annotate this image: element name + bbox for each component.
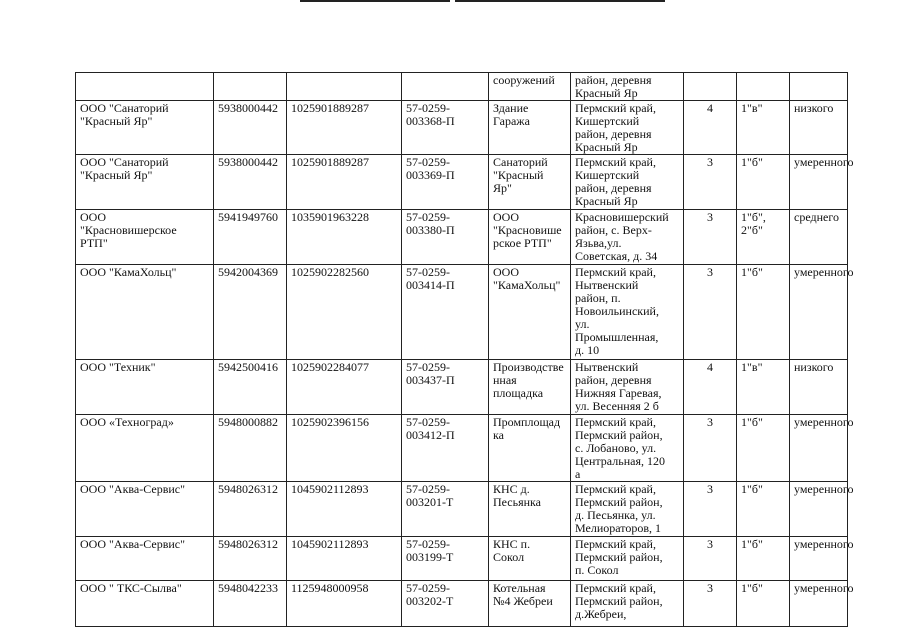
cell-object-name: Санаторий "Красный Яр" [489, 155, 571, 210]
cell-inn: 5948042233 [214, 581, 287, 627]
cell-organization: ООО "Санаторий "Красный Яр" [76, 155, 214, 210]
cell-address: район, деревня Красный Яр [571, 73, 684, 101]
cell-address: Пермский край, Пермский район, д.Жебреи, [571, 581, 684, 627]
cell-registration-number: 57-0259- 003412-П [402, 415, 489, 482]
cell-inn: 5938000442 [214, 155, 287, 210]
cell-category: 1"б" [737, 415, 790, 482]
cell-category: 1"в" [737, 360, 790, 415]
cell-registration-number: 57-0259- 003414-П [402, 265, 489, 360]
cell-organization: ООО " ТКС-Сылва" [76, 581, 214, 627]
cell-organization: ООО «Техноград» [76, 415, 214, 482]
cell-address: Красновишерский район, с. Верх- Язьва,ул. Советская, д. 34 [571, 210, 684, 265]
cell-risk-level: умеренного [790, 415, 848, 482]
cell-organization: ООО "Аква-Сервис" [76, 537, 214, 581]
cell-hazard-class: 3 [684, 210, 737, 265]
table-row [76, 101, 848, 155]
scan-edge-line [455, 0, 665, 2]
cell-ogrn [287, 73, 402, 101]
cell-category [737, 73, 790, 101]
cell-hazard-class: 4 [684, 360, 737, 415]
cell-address: Пермский край, Пермский район, с. Лобаново, ул. Центральная, 120 а [571, 415, 684, 482]
cell-address: Пермский край, Нытвенский район, п. Новоильинский, ул. Промышленная, д. 10 [571, 265, 684, 360]
cell-registration-number [402, 73, 489, 101]
cell-risk-level: среднего [790, 210, 848, 265]
cell-object-name: КНС д. Песьянка [489, 482, 571, 537]
table-row [76, 537, 848, 581]
cell-address: Пермский край, Пермский район, п. Сокол [571, 537, 684, 581]
cell-ogrn: 1045902112893 [287, 537, 402, 581]
cell-risk-level: низкого [790, 360, 848, 415]
cell-hazard-class: 3 [684, 415, 737, 482]
cell-registration-number: 57-0259- 003380-П [402, 210, 489, 265]
cell-object-name: сооружений [489, 73, 571, 101]
cell-address: Пермский край, Кишертский район, деревня Красный Яр [571, 155, 684, 210]
cell-category: 1"б", 2"б" [737, 210, 790, 265]
cell-ogrn: 1025902282560 [287, 265, 402, 360]
cell-object-name: ООО "КамаХольц" [489, 265, 571, 360]
cell-inn: 5948026312 [214, 537, 287, 581]
cell-risk-level: умеренного [790, 155, 848, 210]
cell-object-name: Здание Гаража [489, 101, 571, 155]
cell-category: 1"б" [737, 155, 790, 210]
cell-category: 1"б" [737, 581, 790, 627]
cell-inn: 5948000882 [214, 415, 287, 482]
cell-ogrn: 1045902112893 [287, 482, 402, 537]
cell-risk-level: низкого [790, 101, 848, 155]
cell-inn: 5948026312 [214, 482, 287, 537]
table-row [76, 482, 848, 537]
cell-risk-level: умеренного [790, 482, 848, 537]
cell-organization: ООО "Аква-Сервис" [76, 482, 214, 537]
cell-risk-level [790, 73, 848, 101]
cell-organization [76, 73, 214, 101]
cell-organization: ООО "Красновишерское РТП" [76, 210, 214, 265]
cell-ogrn: 1025901889287 [287, 155, 402, 210]
cell-object-name: КНС п. Сокол [489, 537, 571, 581]
table-row [76, 360, 848, 415]
cell-category: 1"в" [737, 101, 790, 155]
cell-ogrn: 1125948000958 [287, 581, 402, 627]
cell-organization: ООО "Санаторий "Красный Яр" [76, 101, 214, 155]
table-row [76, 415, 848, 482]
cell-object-name: Промплощад ка [489, 415, 571, 482]
cell-registration-number: 57-0259- 003201-Т [402, 482, 489, 537]
cell-address: Нытвенский район, деревня Нижняя Гаревая, ул. Весенняя 2 б [571, 360, 684, 415]
cell-ogrn: 1025901889287 [287, 101, 402, 155]
scan-edge-line [300, 0, 450, 2]
cell-registration-number: 57-0259- 003437-П [402, 360, 489, 415]
cell-hazard-class: 3 [684, 581, 737, 627]
cell-hazard-class: 3 [684, 482, 737, 537]
cell-hazard-class: 3 [684, 265, 737, 360]
cell-registration-number: 57-0259- 003202-Т [402, 581, 489, 627]
cell-category: 1"б" [737, 537, 790, 581]
registry-table [75, 72, 854, 627]
cell-risk-level: умеренного [790, 537, 848, 581]
cell-hazard-class: 4 [684, 101, 737, 155]
cell-address: Пермский край, Пермский район, д. Песьянка, ул. Мелиораторов, 1 [571, 482, 684, 537]
cell-hazard-class: 3 [684, 155, 737, 210]
cell-hazard-class: 3 [684, 537, 737, 581]
cell-registration-number: 57-0259- 003368-П [402, 101, 489, 155]
cell-address: Пермский край, Кишертский район, деревня Красный Яр [571, 101, 684, 155]
cell-object-name: ООО "Красновише рское РТП" [489, 210, 571, 265]
cell-inn: 5941949760 [214, 210, 287, 265]
cell-registration-number: 57-0259- 003199-Т [402, 537, 489, 581]
cell-inn [214, 73, 287, 101]
cell-ogrn: 1025902396156 [287, 415, 402, 482]
cell-hazard-class [684, 73, 737, 101]
table-row [76, 210, 848, 265]
cell-inn: 5938000442 [214, 101, 287, 155]
cell-risk-level: умеренного [790, 581, 848, 627]
cell-organization: ООО "Техник" [76, 360, 214, 415]
cell-category: 1"б" [737, 482, 790, 537]
cell-inn: 5942004369 [214, 265, 287, 360]
table-row [76, 155, 848, 210]
cell-registration-number: 57-0259- 003369-П [402, 155, 489, 210]
table-row [76, 581, 848, 627]
cell-ogrn: 1025902284077 [287, 360, 402, 415]
cell-category: 1"б" [737, 265, 790, 360]
cell-inn: 5942500416 [214, 360, 287, 415]
cell-object-name: Котельная №4 Жебреи [489, 581, 571, 627]
table-row [76, 73, 848, 101]
cell-organization: ООО "КамаХольц" [76, 265, 214, 360]
table-row [76, 265, 848, 360]
cell-ogrn: 1035901963228 [287, 210, 402, 265]
cell-object-name: Производстве нная площадка [489, 360, 571, 415]
cell-risk-level: умеренного [790, 265, 848, 360]
